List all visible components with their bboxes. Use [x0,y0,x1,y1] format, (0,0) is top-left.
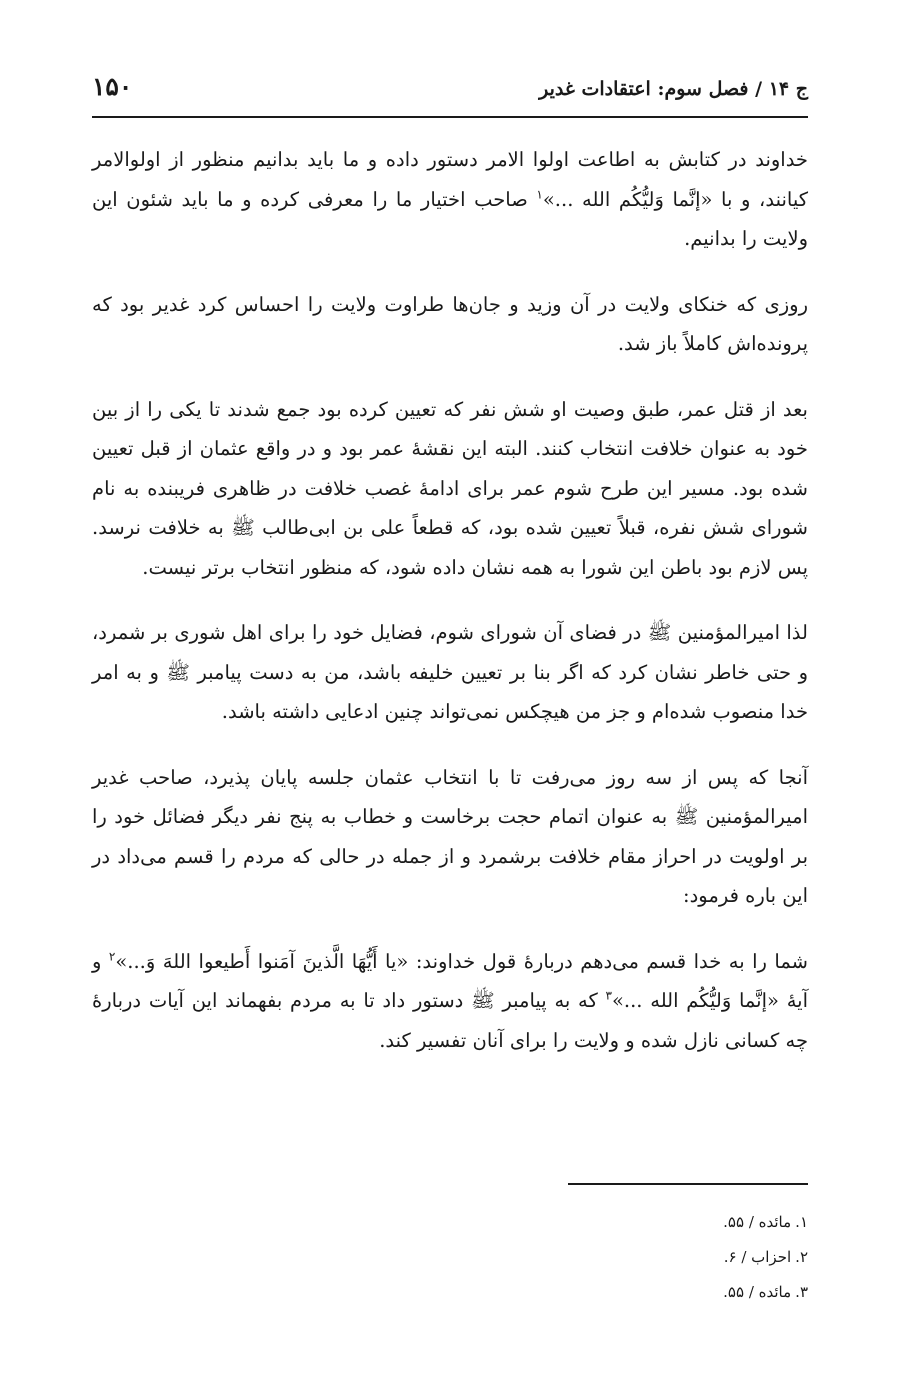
footnotes [92,1205,808,1310]
paragraph-text: صاحب اختیار ما را معرفی کرده و ما باید شئون این ولایت را بدانیم. [92,187,808,250]
page-number: ۱۵۰ [92,72,133,101]
footnote-ref-2: ۲ [108,949,116,963]
paragraph-text: که به پیامبر ﷺ دستور داد تا به مردم بفهماند این آیات دربارهٔ چه کسانی نازل شده و ولایت را برای آنان تفسیر کند. [92,989,808,1052]
footnote-1 [92,1205,808,1240]
footnote-separator [568,1183,808,1185]
page-header [92,68,808,118]
footnote-ref-1: ۱ [536,187,543,201]
paragraph-text: و آیهٔ «إنَّما وَلیُّکُم الله ...» [92,949,808,1012]
footnote-ref-3: ۳ [605,988,612,1003]
paragraph-2: روزی که خنکای ولایت در آن وزید و جان‌ها طراوت ولایت را احساس کرد غدیر بود که پرونده‌اش کاملاً باز شد. [92,292,808,355]
footnote-text: مائده / ۵۵. [723,1283,792,1301]
main-text [92,140,808,1086]
footnote-text: مائده / ۵۵. [723,1213,792,1231]
book-page [92,0,808,1390]
footnote-3 [92,1275,808,1310]
paragraph-4: لذا امیرالمؤمنین ﷺ در فضای آن شورای شوم، فضایل خود را برای اهل شوری بر شمرد، و حتی خاطر نشان کرد که اگر بنا بر تعیین خلیفه باشد، من به دست پیامبر ﷺ و به امر خدا منصوب شده‌ام و جز من هیچکس نمی‌تواند چنین ادعایی داشته باشد. [92,621,808,723]
footnote-2 [92,1240,808,1275]
paragraph-text: خداوند در کتابش به اطاعت اولوا الامر دستور داده و ما باید بدانیم منظور از اولوالامر کیانند، و با «إنَّما وَلیُّکُم الله ...» [92,148,808,211]
footnote-text: احزاب / ۶. [723,1248,792,1266]
footnote-number: ۲. [795,1248,808,1266]
paragraph-5: آنجا که پس از سه روز می‌رفت تا با انتخاب عثمان جلسه پایان پذیرد، صاحب غدیر امیرالمؤمنین ﷺ به عنوان اتمام حجت برخاست و خطاب به پنج نفر دیگر فضائل خود را بر اولویت در احراز مقام خلافت برشمرد و از جمله در حالی که مردم را قسم می‌داد در این باره فرمود: [92,765,808,907]
paragraph-text: شما را به خدا قسم می‌دهم دربارهٔ قول خداوند: «یا أَیُّهَا الَّذینَ آمَنوا أَطیعوا اللهَ وَ...» [115,949,808,973]
footnote-number: ۱. [795,1213,808,1231]
paragraph-1 [92,140,808,259]
running-title: ج ۱۴ / فصل سوم: اعتقادات غدیر [539,78,808,100]
footnote-number: ۳. [795,1283,808,1301]
paragraph-6 [92,942,808,1061]
paragraph-3: بعد از قتل عمر، طبق وصیت او شش نفر که تعیین کرده بود جمع شدند تا یکی را از بین خود به عنوان خلافت انتخاب کنند. البته این نقشهٔ عمر بود و در واقع عثمان از قبل تعیین شده بود. مسیر این طرح شوم عمر برای ادامهٔ غصب خلافت در ظاهری فریبنده به نام شورای شش نفره، قبلاً تعیین شده بود، که قطعاً علی بن ابی‌طالب ﷺ به خلافت نرسد. پس لازم بود باطن این شورا به همه نشان داده شود، که منظور انتخاب برتر نیست. [92,397,808,579]
